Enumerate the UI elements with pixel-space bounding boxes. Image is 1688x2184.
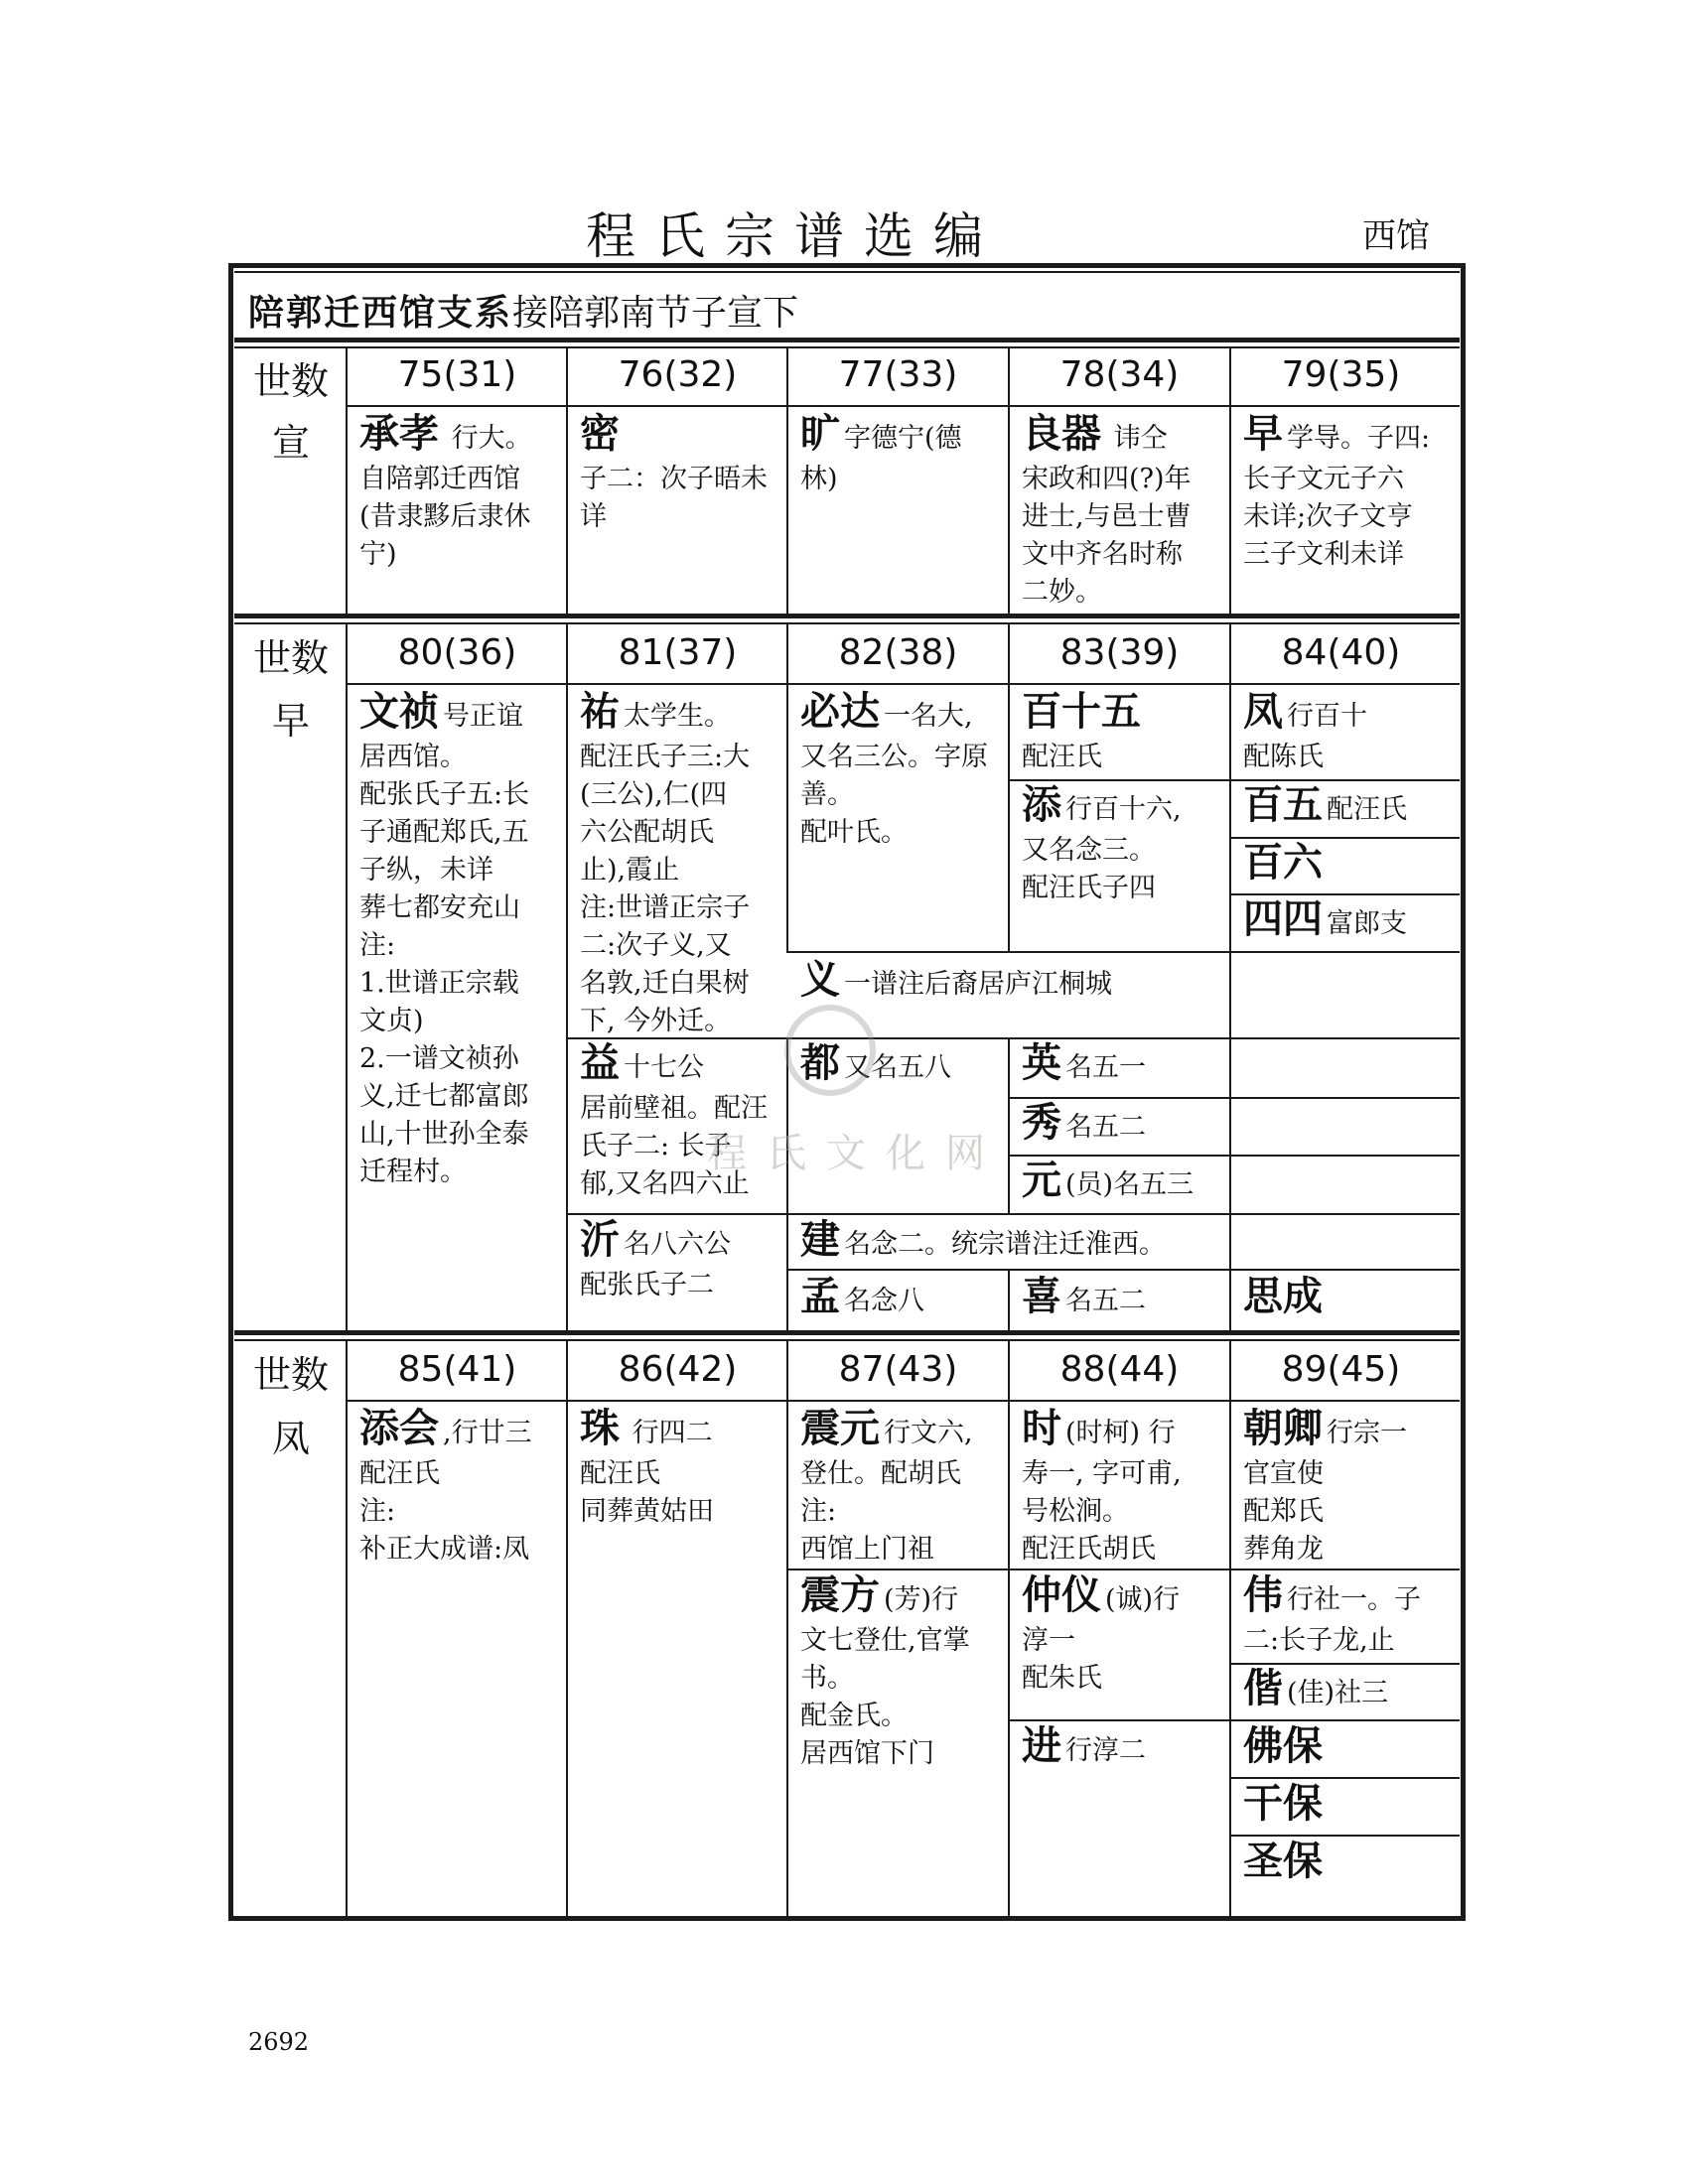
generation-number: 78(34) (1059, 354, 1180, 395)
entry-line: 配汪氏胡氏 (1022, 1534, 1156, 1565)
person-note: 行淳二 (1065, 1735, 1146, 1766)
person-name: 益 (580, 1040, 620, 1086)
person-name: 祐 (580, 689, 620, 735)
person-entry (800, 957, 1217, 1007)
person-note: 行社一。子 (1287, 1584, 1421, 1615)
page-number: 2692 (248, 2028, 310, 2056)
rule (1229, 1719, 1460, 1721)
generation-number: 87(43) (838, 1349, 958, 1390)
entry-line: 子二：次子晤未 (580, 464, 768, 494)
person-entry (359, 1406, 563, 1569)
person-name: 伟 (1243, 1572, 1283, 1618)
entry-line: 林) (800, 464, 838, 494)
person-name: 喜 (1022, 1274, 1061, 1319)
person-entry (1243, 1274, 1454, 1323)
entry-line: 止),霞止 (580, 855, 680, 886)
person-name: 义 (800, 957, 840, 1003)
person-note: 一名大, (884, 701, 973, 732)
rule (348, 1400, 1460, 1402)
entry-line: 长子文元子六 (1243, 464, 1404, 494)
generation-number: 88(44) (1059, 1349, 1180, 1390)
entry-line: 名敦,迁白果树 (580, 968, 750, 999)
generation-number: 85(41) (397, 1349, 517, 1390)
person-entry (1022, 1100, 1225, 1150)
person-note: 行文六, (884, 1418, 973, 1448)
person-note: 配汪氏 (1327, 794, 1407, 825)
entry-line: 三子文利未详 (1243, 539, 1404, 570)
person-entry (1243, 840, 1454, 889)
parent-name: 宣 (271, 421, 310, 465)
person-entry (800, 1406, 1004, 1569)
rule (786, 951, 1460, 953)
entry-line: 二:次子义,又 (580, 930, 732, 961)
entry-line: 居西馆下门 (800, 1738, 934, 1769)
entry-line: 注:世谱正宗子 (580, 892, 751, 923)
person-note: 名念二。统宗谱注迁淮西。 (844, 1229, 1166, 1260)
section-header-bold: 陪郭迁西馆支系 (248, 293, 513, 334)
entry-line: 书。 (800, 1663, 854, 1694)
person-name: 早 (1243, 411, 1283, 457)
rule (346, 1341, 348, 1916)
person-entry (1022, 411, 1220, 612)
person-note: 行宗一 (1327, 1418, 1407, 1448)
rule (1229, 837, 1460, 839)
page-title: 程氏宗谱选编 (586, 207, 1003, 265)
entry-line: 下, 今外迁。 (580, 1006, 732, 1036)
person-entry (1243, 1572, 1454, 1660)
person-entry (1022, 1274, 1225, 1323)
person-name: 文祯 (359, 689, 439, 735)
entry-line: 郁,又名四六止 (580, 1168, 750, 1199)
watermark-seal-icon (784, 1005, 876, 1096)
person-entry (1022, 1040, 1225, 1090)
entry-line: 自陪郭迁西馆 (359, 464, 520, 494)
person-entry (1243, 411, 1452, 574)
rule (1008, 624, 1010, 951)
person-name: 百十五 (1022, 689, 1141, 735)
person-name: 凤 (1243, 689, 1283, 735)
generation-label: 世数 (252, 1353, 329, 1397)
person-entry (1022, 1158, 1225, 1207)
rule (1008, 1097, 1460, 1099)
entry-line: 居前壁祖。配汪 (580, 1093, 768, 1124)
person-name: 良器 (1022, 411, 1101, 457)
person-entry (1243, 1781, 1454, 1831)
person-name: 添会 (359, 1406, 439, 1451)
person-name: 震元 (800, 1406, 880, 1451)
region-label: 西馆 (1362, 216, 1430, 256)
person-name: 建 (800, 1217, 840, 1263)
rule (786, 1341, 788, 1916)
entry-line: 配汪氏 (580, 1458, 660, 1489)
rule (1229, 1569, 1460, 1570)
rule (1008, 1341, 1010, 1916)
person-note: 富郎支 (1327, 908, 1407, 939)
generation-label: 世数 (252, 359, 329, 403)
rule (1229, 1777, 1460, 1779)
person-entry (580, 689, 783, 1040)
person-entry (1243, 1406, 1454, 1569)
person-note: 讳仝 (1105, 423, 1168, 454)
person-note: (时柯) 行 (1065, 1418, 1176, 1448)
person-name: 进 (1022, 1723, 1061, 1769)
generation-label: 世数 (252, 636, 329, 680)
entry-line: 文七登仕,官掌 (800, 1625, 970, 1656)
person-name: 承孝 (359, 411, 439, 457)
person-name: 添 (1022, 782, 1061, 828)
watermark-text: 程氏文化网 (707, 1131, 1005, 1176)
person-entry (800, 689, 1004, 852)
rule (348, 405, 1460, 407)
entry-line: 义,迁七都富郎 (359, 1081, 529, 1112)
generation-number: 77(33) (838, 354, 958, 395)
generation-number: 81(37) (618, 632, 738, 673)
rule (1008, 1719, 1229, 1721)
rule (566, 1213, 1460, 1215)
person-note: 名五二 (1065, 1286, 1146, 1316)
person-name: 圣保 (1243, 1839, 1323, 1884)
entry-line: 寿一, 字可甫, (1022, 1458, 1182, 1489)
person-name: 佛保 (1243, 1723, 1323, 1769)
entry-line: 配金氏。 (800, 1701, 908, 1731)
rule (786, 624, 788, 951)
rule (1008, 1569, 1229, 1570)
rule (234, 1339, 1460, 1341)
entry-line: 配汪氏子四 (1022, 873, 1156, 903)
entry-line: 又名念三。 (1022, 835, 1156, 866)
entry-line: 1.世谱正宗载 (359, 968, 519, 999)
person-note: 号正谊 (443, 701, 523, 732)
rule (234, 338, 1460, 342)
entry-line: 山,十世孙全泰 (359, 1119, 529, 1150)
person-note: 一谱注后裔居庐江桐城 (844, 969, 1112, 1000)
person-note: 学导。子四: (1287, 423, 1431, 454)
rule (1229, 1341, 1231, 1916)
person-name: 秀 (1022, 1100, 1061, 1146)
entry-line: 居西馆。 (359, 742, 467, 772)
person-note: ,行廿三 (443, 1418, 532, 1448)
entry-line: 未详;次子文亨 (1243, 501, 1414, 532)
generation-number: 84(40) (1281, 632, 1401, 673)
person-name: 元 (1022, 1158, 1061, 1203)
entry-line: 同葬黄姑田 (580, 1496, 714, 1527)
rule (1229, 624, 1231, 1330)
generation-number: 80(36) (397, 632, 517, 673)
person-entry (1243, 689, 1454, 776)
entry-line: 葬七都安充山 (359, 892, 520, 923)
person-entry (1243, 782, 1454, 832)
person-note: 名八六公 (624, 1229, 731, 1260)
person-entry (580, 1217, 783, 1304)
section-header-rest: 接陪郭南节子宣下 (512, 293, 799, 334)
entry-line: 补正大成谱:凤 (359, 1534, 530, 1565)
parent-name: 凤 (271, 1417, 310, 1460)
entry-line: (昔隶黟后隶休 (359, 501, 531, 532)
entry-line: 西馆上门祖 (800, 1534, 934, 1565)
rule (1229, 893, 1460, 895)
entry-line: 注: (359, 1496, 396, 1527)
generation-number: 75(31) (397, 354, 517, 395)
person-note: 行百十六, (1065, 794, 1182, 825)
person-name: 仲仪 (1022, 1572, 1101, 1618)
entry-line: 配汪氏 (1022, 742, 1102, 772)
person-entry (1243, 896, 1454, 946)
entry-line: 注: (800, 1496, 837, 1527)
person-name: 沂 (580, 1217, 620, 1263)
entry-line: 又名三公。字原 (800, 742, 988, 772)
person-note: 十七公 (624, 1052, 704, 1083)
person-entry (800, 1274, 1004, 1323)
person-note: 又名五八 (844, 1052, 951, 1083)
person-note: (芳)行 (884, 1584, 959, 1615)
generation-number: 83(39) (1059, 632, 1180, 673)
entry-line: 二:长子龙,止 (1243, 1625, 1395, 1656)
person-name: 朝卿 (1243, 1406, 1323, 1451)
entry-line: 官宣使 (1243, 1458, 1324, 1489)
person-entry (1022, 689, 1225, 776)
generation-number: 76(32) (618, 354, 738, 395)
person-name: 百五 (1243, 782, 1323, 828)
person-name: 密 (580, 411, 620, 457)
person-name: 珠 (580, 1406, 620, 1451)
entry-line: 配叶氏。 (800, 817, 908, 848)
person-entry (580, 411, 778, 536)
entry-line: 配朱氏 (1022, 1663, 1102, 1694)
person-name: 思成 (1243, 1274, 1323, 1319)
person-name: 必达 (800, 689, 880, 735)
entry-line: 葬角龙 (1243, 1534, 1324, 1565)
person-note: (员)名五三 (1065, 1169, 1195, 1200)
entry-line: 配汪氏子三:大 (580, 742, 751, 772)
generation-number: 82(38) (838, 632, 958, 673)
entry-line: 迁程村。 (359, 1157, 467, 1187)
person-name: 干保 (1243, 1781, 1323, 1827)
person-note: 字德宁(德 (844, 423, 962, 454)
rule (1008, 779, 1229, 781)
person-note: 名五二 (1065, 1112, 1146, 1143)
person-note: 行四二 (624, 1418, 713, 1448)
entry-line: 配陈氏 (1243, 742, 1324, 772)
rule (1008, 1269, 1010, 1330)
rule (786, 1037, 788, 1330)
person-note: 名念八 (844, 1286, 924, 1316)
rule (786, 1569, 1008, 1570)
entry-line: 2.一谱文祯孙 (359, 1043, 519, 1074)
person-entry (1022, 1723, 1225, 1773)
rule (566, 624, 568, 1330)
section-header (248, 285, 798, 336)
person-name: 旷 (800, 411, 840, 457)
person-note: (佳)社三 (1287, 1678, 1389, 1708)
rule (1229, 1835, 1460, 1837)
entry-line: 号松涧。 (1022, 1496, 1129, 1527)
rule (786, 1269, 1460, 1271)
rule (1008, 1155, 1460, 1157)
person-entry (1243, 1723, 1454, 1773)
entry-line: 氏子二: 长子 (580, 1131, 732, 1161)
entry-line: 文贞) (359, 1006, 424, 1036)
entry-line: 进士,与邑士曹 (1022, 501, 1192, 532)
entry-line: 详 (580, 501, 607, 532)
person-name: 偕 (1243, 1666, 1283, 1711)
entry-line: 二妙。 (1022, 577, 1102, 608)
generation-number: 79(35) (1281, 354, 1401, 395)
person-entry (1243, 1666, 1454, 1715)
rule (566, 1037, 786, 1039)
person-entry (359, 689, 563, 1191)
entry-line: 六公配胡氏 (580, 817, 714, 848)
person-name: 时 (1022, 1406, 1061, 1451)
person-name: 孟 (800, 1274, 840, 1319)
rule (348, 683, 1460, 685)
entry-line: 配张氏子二 (580, 1270, 714, 1300)
entry-line: 子通配郑氏,五 (359, 817, 529, 848)
person-entry (1022, 782, 1225, 907)
person-entry (800, 411, 999, 498)
rule (1229, 779, 1460, 781)
rule (566, 1341, 568, 1916)
person-note: (诚)行 (1105, 1584, 1181, 1615)
person-note: 太学生。 (624, 701, 731, 732)
entry-line: 子纵，未详 (359, 855, 493, 886)
person-entry (1022, 1406, 1225, 1569)
rule (234, 1330, 1460, 1335)
entry-line: 宋政和四(?)年 (1022, 464, 1192, 494)
entry-line: 配郑氏 (1243, 1496, 1324, 1527)
entry-line: 登仕。配胡氏 (800, 1458, 961, 1489)
entry-line: 配张氏子五:长 (359, 779, 530, 810)
person-entry (359, 411, 558, 574)
entry-line: 文中齐名时称 (1022, 539, 1183, 570)
entry-line: (三公),仁(四 (580, 779, 728, 810)
person-note: 名五一 (1065, 1052, 1146, 1083)
person-name: 百六 (1243, 840, 1323, 886)
generation-number: 86(42) (618, 1349, 738, 1390)
rule (1008, 1037, 1010, 1213)
rule (234, 622, 1460, 624)
entry-line: 宁) (359, 539, 397, 570)
person-note: 行大。 (443, 423, 532, 454)
person-entry (800, 1572, 1004, 1773)
generation-number: 89(45) (1281, 1349, 1401, 1390)
rule (346, 624, 348, 1330)
person-note: 行百十 (1287, 701, 1367, 732)
rule (234, 614, 1460, 618)
entry-line: 配汪氏 (359, 1458, 440, 1489)
entry-line: 淳一 (1022, 1625, 1075, 1656)
person-entry (800, 1217, 1217, 1267)
person-name: 都 (800, 1040, 840, 1086)
person-entry (1022, 1572, 1225, 1698)
parent-name: 早 (271, 699, 310, 743)
person-name: 震方 (800, 1572, 880, 1618)
rule (234, 346, 1460, 348)
rule (1229, 1663, 1460, 1665)
person-entry (580, 1406, 783, 1531)
entry-line: 注: (359, 930, 396, 961)
rule (234, 271, 1460, 273)
person-entry (1243, 1839, 1454, 1888)
person-name: 四四 (1243, 896, 1323, 942)
person-name: 英 (1022, 1040, 1061, 1086)
entry-line: 善。 (800, 779, 854, 810)
